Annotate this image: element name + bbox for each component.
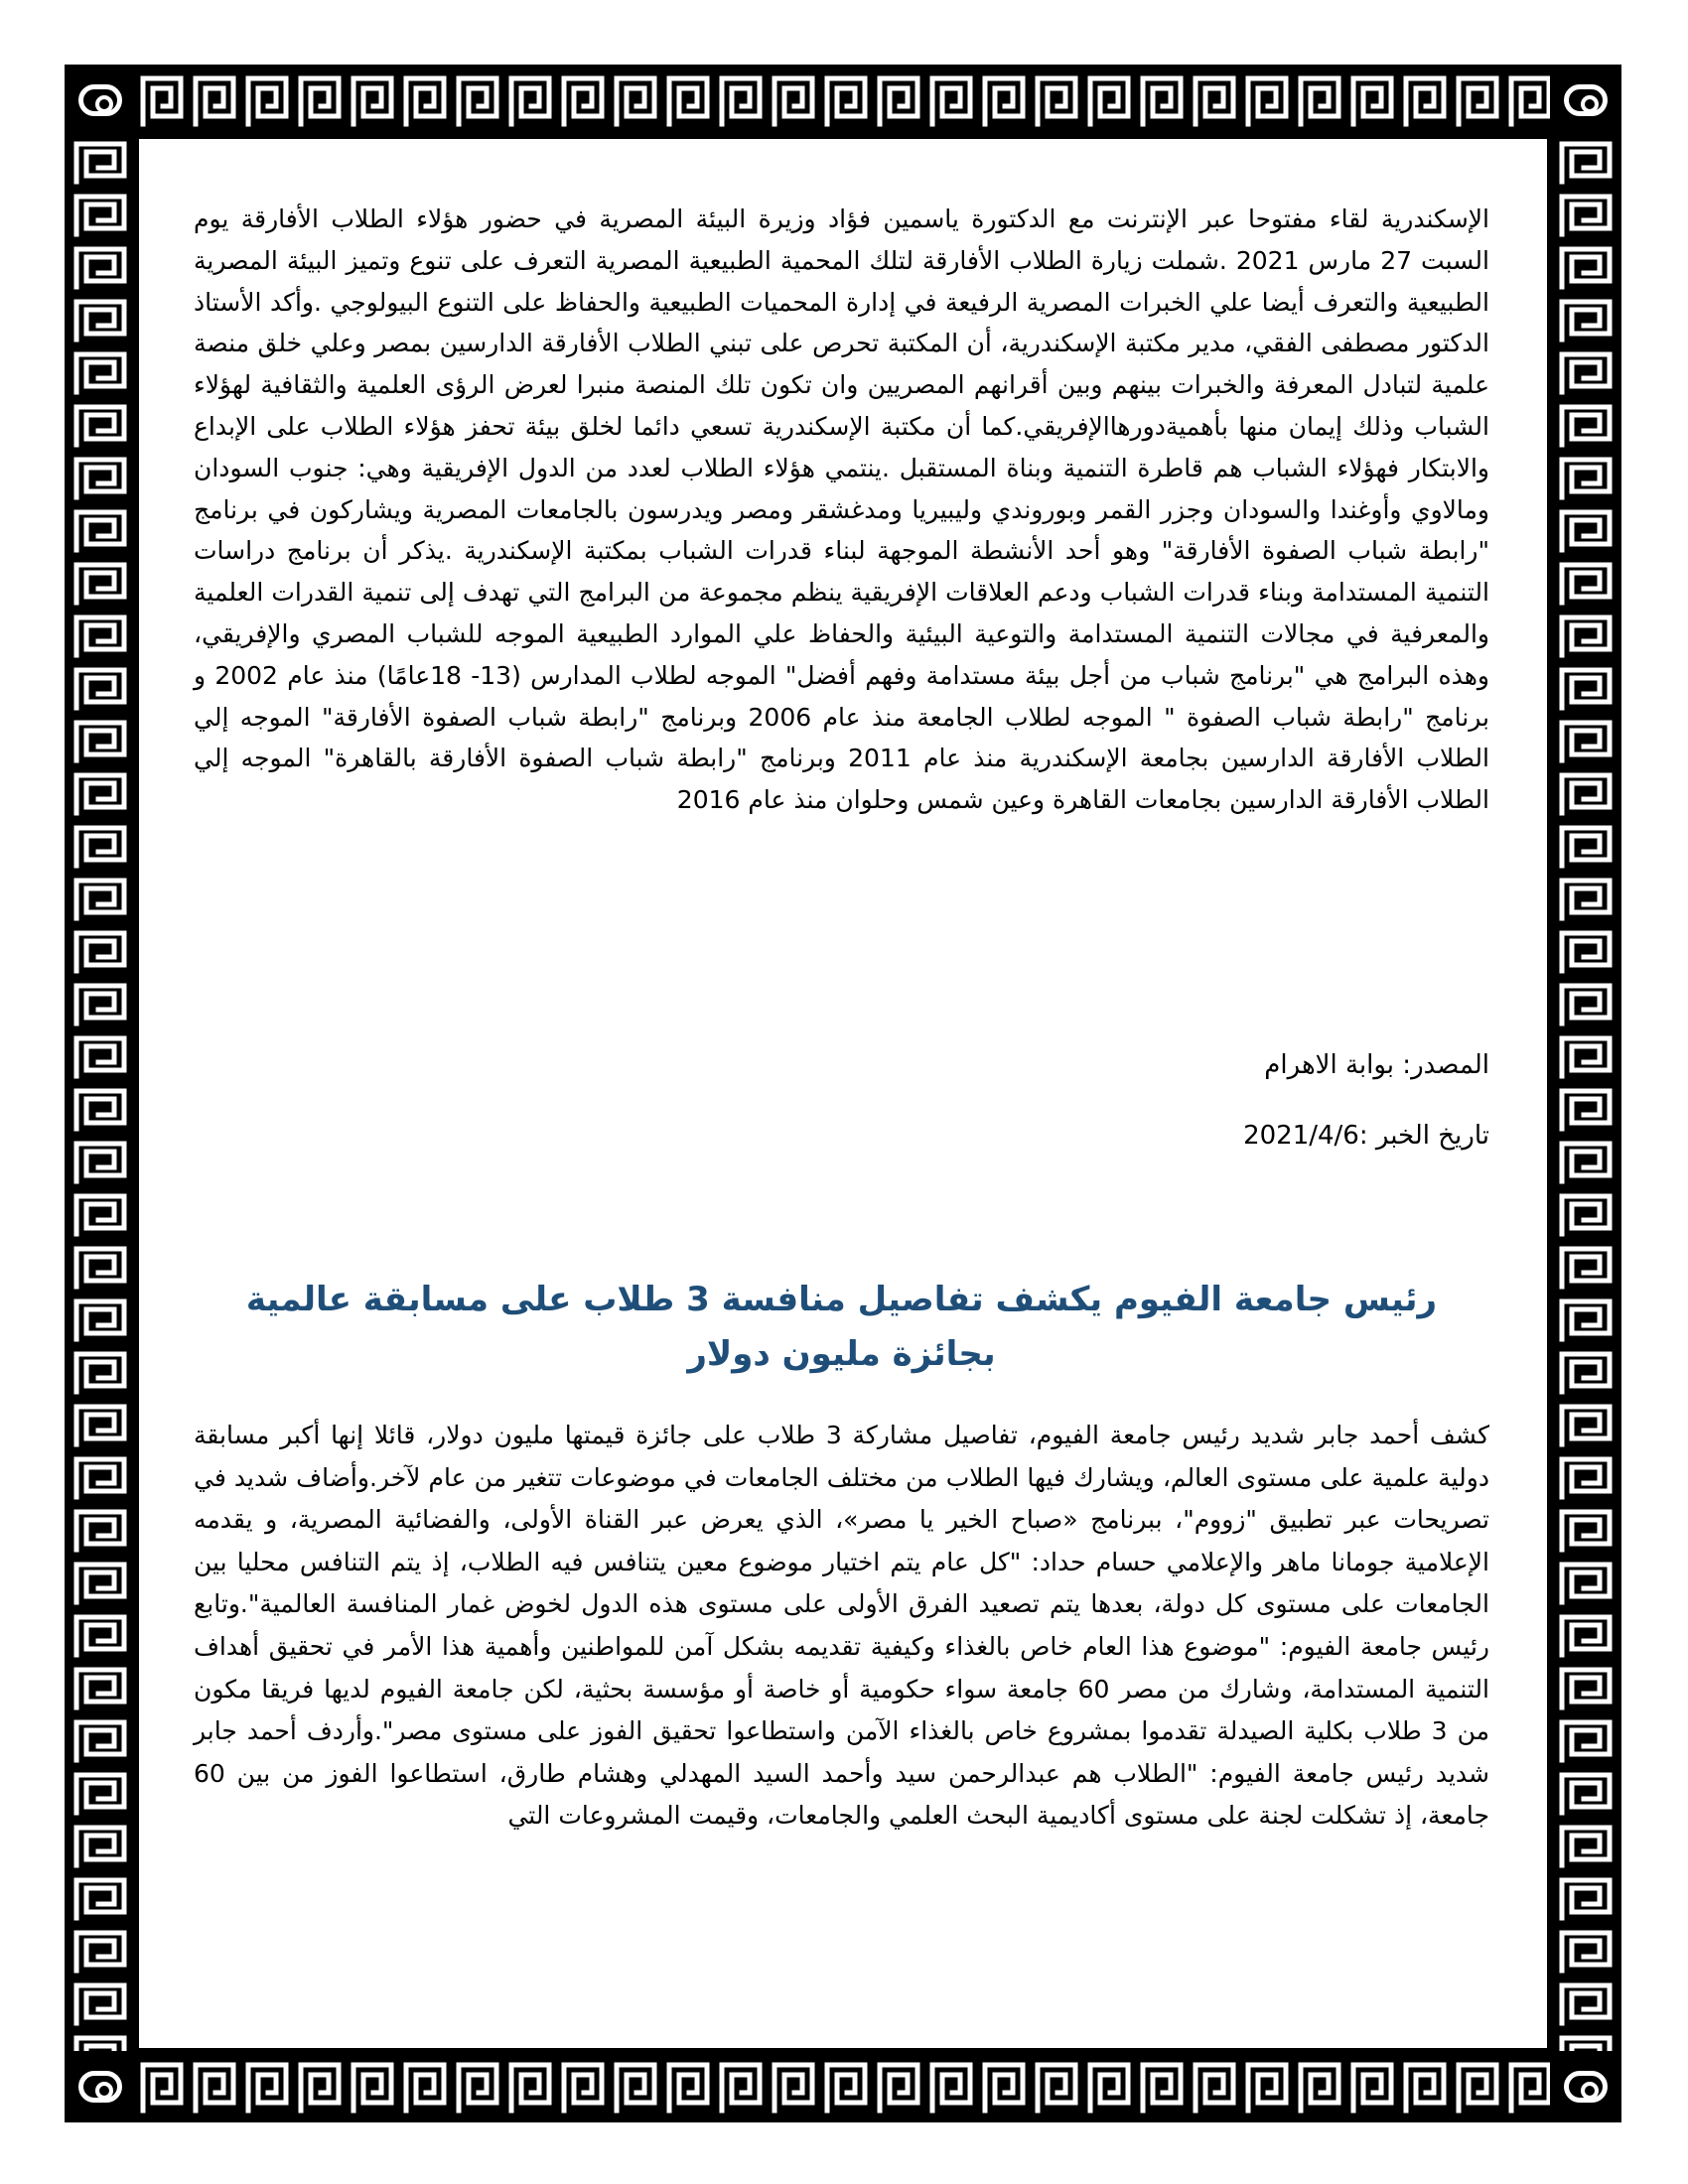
article1-source: المصدر: بوابة الاهرام [1264, 1050, 1489, 1080]
greek-key-pattern-left [65, 136, 136, 2051]
article2-headline: رئيس جامعة الفيوم يكشف تفاصيل منافسة 3 طلاب على مسابقة عالمية بجائزة مليون دولار [245, 1280, 1438, 1374]
corner-ornament-bottom-left [65, 2051, 136, 2122]
corner-ornament-bottom-right [1550, 2051, 1621, 2122]
greek-key-pattern-bottom [136, 2051, 1550, 2122]
article1-body: الإسكندرية لقاء مفتوحا عبر الإنترنت مع الدكتورة ياسمين فؤاد وزيرة البيئة المصرية في حضور هؤلاء الطلاب الأفارقة يوم السبت 27 مارس 2021 .شملت زيارة الطلاب الأفارقة لتلك المحمية الطبيعية المصرية التعرف على تنوع وتميز البيئة المصرية الطبيعية والتعرف أيضا علي الخبرات المصرية الرفيعة في إدارة المحميات الطبيعية والحفاظ على التنوع البيولوجي .وأكد الأستاذ الدكتور مصطفى الفقي، مدير مكتبة الإسكندرية، أن المكتبة تحرص على تبني الطلاب الأفارقة الدارسين بمصر وعلي خلق منصة علمية لتبادل المعرفة والخبرات بينهم وبين أقرانهم المصريين وان تكون تلك المنصة منبرا لعرض الرؤى العلمية والثقافية لهؤلاء الشباب وذلك إيمان منها بأهميةدورهاالإفريقي.كما أن مكتبة الإسكندرية تسعي دائما لخلق بيئة تحفز هؤلاء الطلاب على الإبداع والابتكار فهؤلاء الشباب هم قاطرة التنمية وبناة المستقبل .ينتمي هؤلاء الطلاب لعدد من الدول الإفريقية وهي: جنوب السودان ومالاوي وأوغندا والسودان وجزر القمر وبوروندي وليبيريا ومدغشقر ومصر ويدرسون بالجامعات المصرية ويشاركون في برنامج "رابطة شباب الصفوة الأفارقة" وهو أحد الأنشطة الموجهة لبناء قدرات الشباب بمكتبة الإسكندرية .يذكر أن برنامج دراسات التنمية المستدامة وبناء قدرات الشباب ودعم العلاقات الإفريقية ينظم مجموعة من البرامج التي تهدف إلى تنمية القدرات العلمية والمعرفية في مجالات التنمية المستدامة والتوعية البيئية والحفاظ علي الموارد الطبيعية الموجه للشباب المصري والإفريقي، وهذه البرامج هي "برنامج شباب من أجل بيئة مستدامة وفهم أفضل" الموجه لطلاب المدارس (13- 18عامًا) منذ عام 2002 و برنامج "رابطة شباب الصفوة " الموجه لطلاب الجامعة منذ عام 2006 وبرنامج "رابطة شباب الصفوة الأفارقة" الموجه إلي الطلاب الأفارقة الدارسين بجامعة الإسكندرية منذ عام 2011 وبرنامج "رابطة شباب الصفوة الأفارقة بالقاهرة" الموجه إلي الطلاب الأفارقة الدارسين بجامعات القاهرة وعين شمس وحلوان منذ عام 2016 [194, 205, 1489, 815]
corner-ornament-top-left [65, 65, 136, 136]
article1-date: تاريخ الخبر :2021/4/6 [1243, 1121, 1489, 1151]
corner-ornament-top-right [1550, 65, 1621, 136]
greek-key-pattern-top [136, 65, 1550, 136]
greek-key-pattern-right [1550, 136, 1621, 2051]
article2-body: كشف أحمد جابر شديد رئيس جامعة الفيوم، تفاصيل مشاركة 3 طلاب على جائزة قيمتها مليون دولار، قائلا إنها أكبر مسابقة دولية علمية على مستوى العالم، ويشارك فيها الطلاب من مختلف الجامعات في موضوعات تتغير من عام لآخر.وأضاف شديد في تصريحات عبر تطبيق "زووم"، ببرنامج «صباح الخير يا مصر»، الذي يعرض عبر القناة الأولى، والفضائية المصرية، و يقدمه الإعلامية جومانا ماهر والإعلامي حسام حداد: "كل عام يتم اختيار موضوع معين يتنافس فيه الطلاب، إذ يتم التنافس محليا بين الجامعات على مستوى كل دولة، بعدها يتم تصعيد الفرق الأولى على مستوى هذه الدول لخوض غمار المنافسة العالمية".وتابع رئيس جامعة الفيوم: "موضوع هذا العام خاص بالغذاء وكيفية تقديمه بشكل آمن للمواطنين وأهمية هذا الأمر في تحقيق أهداف التنمية المستدامة، وشارك من مصر 60 جامعة سواء حكومية أو خاصة أو مؤسسة بحثية، لكن جامعة الفيوم لديها فريقا مكون من 3 طلاب بكلية الصيدلة تقدموا بمشروع خاص بالغذاء الآمن واستطاعوا تحقيق الفوز على مستوى مصر".وأردف أحمد جابر شديد رئيس جامعة الفيوم: "الطلاب هم عبدالرحمن سيد وأحمد السيد المهدلي وهشام طارق، استطاعوا الفوز من بين 60 جامعة، إذ تشكلت لجنة على مستوى أكاديمية البحث العلمي والجامعات، وقيمت المشروعات التي [194, 1421, 1489, 1831]
